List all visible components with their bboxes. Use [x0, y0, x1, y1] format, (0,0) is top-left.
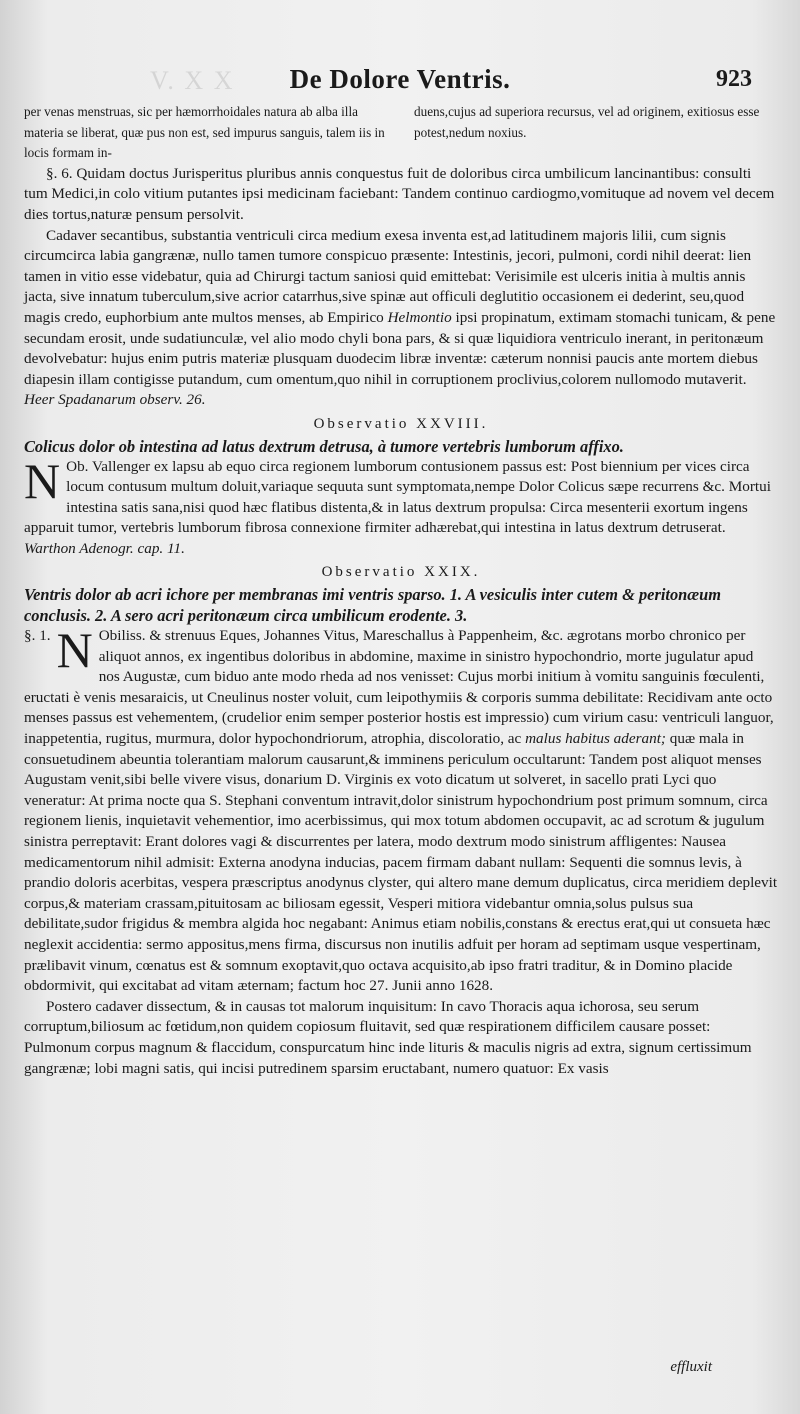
paragraph-cadaver [24, 226, 778, 411]
observatio-29-text-2: quæ mala in consuetudinem abeuntia tolerantiam malorum causarunt,& imminens periculum occultarunt: Tandem post aliquot menses Augustam venit,sibi belle vivere visus, donarium D. Virginis ex voto dicatum ut solveret, in sacello prati Lyci quo veneratur: At prima nocte qua S. Stephani conventum intravit,dolor sinistrum hypochondrium post primum somnum, circa regionem lienis, inquietavit vehementior, imo acerbissimus, qui mox totum abdomen occupavit, ac ad scrotum & jugulum sinistra perreptavit: Erant dolores vagi & discurrentes per latera, modo dextrum modo sinistrum affligentes: Nausea medicamentorum nihil admisit: Externa anodyna inducias, pacem firmam dabant nullam: Sequenti die somnus levis, à prandio doloris acerbitas, vespera præscriptus anodynus clyster, qui altero mane demum duplicatus, circa meridiem deplevit corpus,& materiam crassam,pituitosam ac biliosam egessit, Vesperi mitiora videbantur omnia,solus pulsus sua debilitate,sudor frigidus & membra algida hoc negabant: Animus etiam nobilis,constans & erectus erat,qui ut consueta hæc neglexit accidentia: sermo appositus,mens firma, discursus non inutilis adfuit per horam ad septimam usque vespertinam, prælibavit vinum, cœnatus est & somnum exoptavit,quo octava acquisito,ab ipso fratri traditur, & in Domino placide obdormivit, qui excitabat ad vitam æternam; factum hoc 27. Junii anno 1628. [24, 730, 778, 995]
page-text [24, 102, 778, 1079]
running-head [0, 64, 800, 98]
observatio-29-title: Ventris dolor ab acri ichore per membranas imi ventris sparso. 1. A vesiculis inter cutem & peritonæum conclusis. 2. A sero acri peritonæum circa umbilicum erodente. 3. [24, 585, 721, 626]
paragraph-cadaver-text: Cadaver secantibus, substantia ventriculi circa medium exesa inventa est,ad latitudinem majoris lilii, cum signis circumcirca labia gangrænæ, nullo tamen tumore conspicuo præsente: Intestinis, jecori, pulmoni, cordi nihil deerat: lien tamen in vitio esse videbatur, quia ad Chirurgi tactum saniosi quid emittebat: Verisimile est ulceris initia à multis annis jacta, sive innatum tuberculum,sive acrior catarrhus,sive spinæ aut officuli deglutitio occasionem ei dederint, seu,quod magis credo, euphorbium ante multos menses, ab Empirico [24, 226, 752, 326]
ref-heer: Heer Spadanarum observ. 26. [24, 391, 206, 409]
catchword: effluxit [670, 1359, 712, 1375]
paragraph-6 [24, 164, 778, 226]
observatio-29-text-3: Postero cadaver dissectum, & in causas tot malorum inquisitum: In cavo Thoracis aqua ichorosa, seu serum corruptum,biliosum ac fœtidum,non quidem copiosum fluitavit, sed quæ respirationem difficilem causare posset: Pulmonum corpus magnum & flaccidum, conspurcatum hinc inde lituris & maculis nigris ad extra, signum certissimum gangrænæ; lobi magni satis, qui incisi putredinem sparsim eructabant, numero quatuor: Ex vasis [24, 997, 752, 1077]
observatio-29-body-3 [24, 997, 778, 1079]
left-column: per venas menstruas, sic per hæmorrhoidales natura ab alba illa materia se liberat, quæ pus non est, sed impurus sanguis, talem iis in locis formam in- [24, 104, 385, 161]
malus-habitus: malus habitus aderant; [525, 730, 666, 748]
page-title: De Dolore Ventris. [289, 64, 511, 94]
paragraph-cadaver-cont: ipsi propinatum, extimam stomachi tunicam, & pene secundam erosit, unde sudatiunculæ, vel alio modo chyli bona pars, & si quæ liquidiora ventriculo inerant, in peritonæum devolvebatur: hujus enim putris materiæ plusquam duodecim libræ inventæ: cæterum nonnisi paucis ante mortem diebus diapesin illam contigisse putandum, cum omentum,quo nihil in corruptionem proclivius,colorem nullomodo mutaverit. [24, 308, 776, 388]
observatio-29-heading: Observatio XXIX. [321, 564, 481, 581]
paragraph-6-text: §. 6. Quidam doctus Jurisperitus pluribus annis conquestus fuit de doloribus circa umbilicum lancinantibus: consulti tum Medici,in colo vitium putantes ipsi medicinam faciebant: Tandem continuo cardiogmo,vomituque ad novem vel decem dies tortus,naturæ pensum persolvit. [24, 164, 775, 223]
dropcap-n: N [24, 452, 61, 509]
two-column-block [24, 102, 778, 164]
dropcap-n-2: N [56, 622, 93, 679]
ref-warthon: Warthon Adenogr. cap. 11. [24, 539, 185, 557]
observatio-28-text: Ob. Vallenger ex lapsu ab equo circa regionem lumborum contusionem passus est: Post biennium per vices circa locum contusum multum doluit,variaque sequuta sunt symptomata,nempe Dolor Colicus sæpe recurrens &c. Mortui intestina satis sana,nisi quod hæc flatibus distenta,& in latus dextrum propulsa: Circa mesenterii exortum ingens apparuit tumor, vertebris lumborum fibrosa connexione firmiter adhærebat,qui intestina in latus dextrum detruserat. [24, 457, 771, 537]
observatio-28-body [24, 452, 778, 560]
right-column: duens,cujus ad superiora recursus, vel ad originem, exitiosus esse potest,nedum noxius. [414, 104, 760, 140]
section-label: §. 1. [24, 627, 51, 645]
observatio-29-body [24, 622, 778, 997]
ref-helmontio: Helmontio [387, 308, 452, 326]
page-number: 923 [716, 66, 752, 92]
observatio-28-title: Colicus dolor ob intestina ad latus dextrum detrusa, à tumore vertebris lumborum affixo. [24, 436, 624, 456]
show-through-text: V. X X [150, 66, 235, 95]
observatio-28-heading: Observatio XXVIII. [313, 415, 489, 432]
observatio-29-text-1: Obiliss. & strenuus Eques, Johannes Vitus, Mareschallus à Pappenheim, &c. ægrotans morbo chronico per aliquot annos, ex ingentibus doloribus in abdomine, maxime in sinistro hypochondrio, morte jugulatur apud nos Augustæ, cum biduo ante modo rheda ad nos venisset: Cujus morbi initium à vomitu sanguinis fœculenti, eructati è venis mesaraicis, ut Cneulinus noster voluit, cum leipothymiis & corporis summa debilitate: Recidivam ante octo menses passus est vehementem, (crudelior enim semper posterior hostis est impressio) cum virium casu: ventriculi languor, inappetentia, rugitus, murmura, dolor hypochondriorum, atrophia, discoloratio, ac [24, 627, 774, 748]
